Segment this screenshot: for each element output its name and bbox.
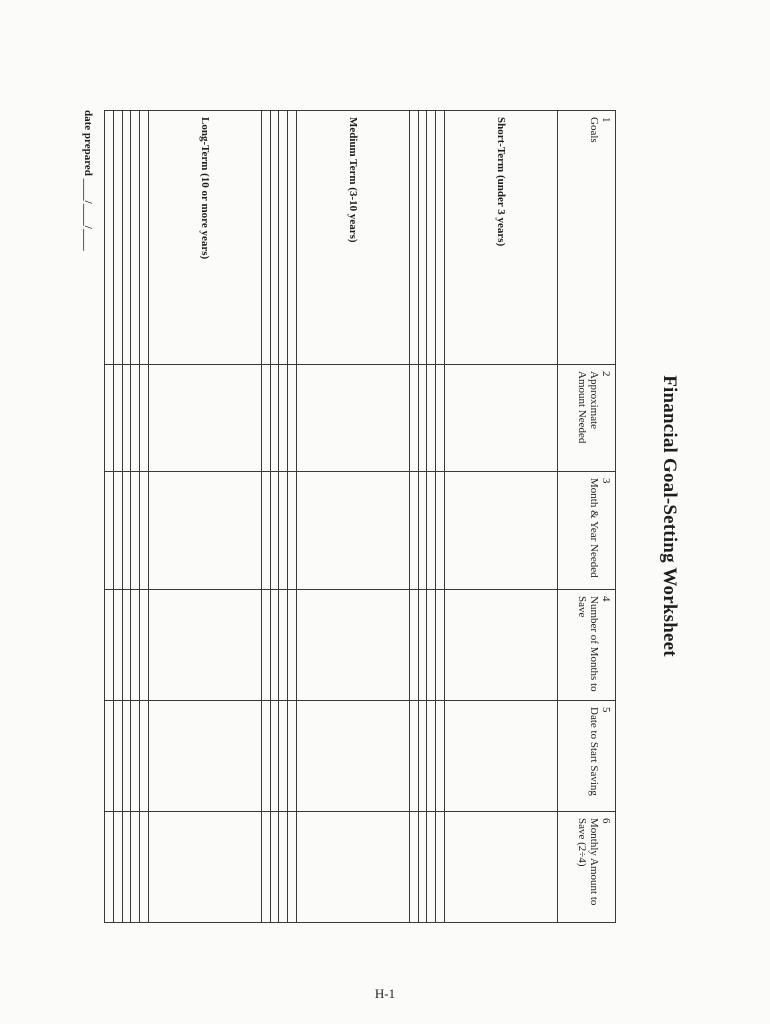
entry-cell[interactable]	[270, 701, 279, 812]
column-number: 5	[600, 707, 612, 713]
column-label: Approximate Amount Needed	[576, 371, 600, 444]
column-header	[558, 111, 616, 365]
entry-cell[interactable]	[444, 812, 557, 923]
entry-cell[interactable]	[148, 812, 261, 923]
entry-cell[interactable]	[436, 111, 445, 365]
table-row	[279, 111, 288, 923]
entry-cell[interactable]	[139, 111, 148, 365]
entry-cell[interactable]	[427, 472, 436, 590]
entry-cell[interactable]	[261, 701, 270, 812]
entry-cell[interactable]	[105, 472, 114, 590]
entry-cell[interactable]	[270, 812, 279, 923]
entry-cell[interactable]	[296, 590, 409, 701]
entry-cell[interactable]	[418, 365, 427, 472]
section-label: Long-Term (10 or more years)	[148, 111, 261, 365]
entry-cell[interactable]	[113, 472, 122, 590]
entry-cell[interactable]	[418, 590, 427, 701]
entry-cell[interactable]	[296, 812, 409, 923]
entry-cell[interactable]	[113, 365, 122, 472]
entry-cell[interactable]	[131, 590, 140, 701]
entry-cell[interactable]	[287, 472, 296, 590]
entry-cell[interactable]	[261, 111, 270, 365]
table-row	[122, 111, 131, 923]
entry-cell[interactable]	[139, 812, 148, 923]
table-row	[427, 111, 436, 923]
entry-cell[interactable]	[296, 701, 409, 812]
entry-cell[interactable]	[287, 812, 296, 923]
entry-cell[interactable]	[279, 472, 288, 590]
entry-cell[interactable]	[418, 701, 427, 812]
page-title: Financial Goal-Setting Worksheet	[659, 375, 680, 657]
section-row	[444, 111, 557, 923]
table-row	[261, 111, 270, 923]
entry-cell[interactable]	[113, 812, 122, 923]
table-row	[436, 111, 445, 923]
worksheet	[82, 110, 680, 922]
table-row	[418, 111, 427, 923]
table-row	[139, 111, 148, 923]
entry-cell[interactable]	[122, 472, 131, 590]
entry-cell[interactable]	[131, 701, 140, 812]
entry-cell[interactable]	[105, 365, 114, 472]
entry-cell[interactable]	[261, 590, 270, 701]
page-number: H-1	[374, 986, 396, 1001]
section-row	[296, 111, 409, 923]
column-header	[558, 701, 616, 812]
column-label: Month & Year Needed	[588, 478, 600, 578]
entry-cell[interactable]	[139, 365, 148, 472]
entry-cell[interactable]	[148, 365, 261, 472]
entry-cell[interactable]	[139, 590, 148, 701]
entry-cell[interactable]	[287, 701, 296, 812]
header-row	[558, 111, 616, 923]
entry-cell[interactable]	[270, 590, 279, 701]
entry-cell[interactable]	[427, 812, 436, 923]
column-header	[558, 472, 616, 590]
entry-cell[interactable]	[279, 812, 288, 923]
entry-cell[interactable]	[427, 365, 436, 472]
entry-cell[interactable]	[296, 365, 409, 472]
entry-cell[interactable]	[427, 111, 436, 365]
entry-cell[interactable]	[105, 590, 114, 701]
column-label: Number of Months to Save	[576, 596, 600, 692]
entry-cell[interactable]	[409, 812, 418, 923]
entry-cell[interactable]	[279, 365, 288, 472]
table-row	[105, 111, 114, 923]
table-row	[131, 111, 140, 923]
entry-cell[interactable]	[427, 701, 436, 812]
entry-cell[interactable]	[296, 472, 409, 590]
entry-cell[interactable]	[270, 111, 279, 365]
table-row	[287, 111, 296, 923]
column-number: 6	[600, 818, 612, 824]
entry-cell[interactable]	[436, 472, 445, 590]
entry-cell[interactable]	[418, 812, 427, 923]
entry-cell[interactable]	[287, 111, 296, 365]
table-row	[409, 111, 418, 923]
table-row	[270, 111, 279, 923]
entry-cell[interactable]	[279, 590, 288, 701]
entry-cell[interactable]	[131, 812, 140, 923]
entry-cell[interactable]	[139, 701, 148, 812]
column-number: 3	[600, 478, 612, 484]
section-label: Medium Term (3-10 years)	[296, 111, 409, 365]
entry-cell[interactable]	[122, 812, 131, 923]
entry-cell[interactable]	[287, 590, 296, 701]
entry-cell[interactable]	[436, 812, 445, 923]
entry-cell[interactable]	[436, 701, 445, 812]
entry-cell[interactable]	[113, 111, 122, 365]
entry-cell[interactable]	[444, 701, 557, 812]
entry-cell[interactable]	[122, 590, 131, 701]
entry-cell[interactable]	[444, 472, 557, 590]
entry-cell[interactable]	[122, 365, 131, 472]
column-number: 1	[600, 117, 612, 123]
date-prepared-field[interactable]: date prepared ____/____/____	[82, 110, 94, 251]
entry-cell[interactable]	[444, 365, 557, 472]
column-header	[558, 812, 616, 923]
entry-cell[interactable]	[270, 472, 279, 590]
entry-cell[interactable]	[122, 111, 131, 365]
entry-cell[interactable]	[409, 590, 418, 701]
goal-table	[104, 110, 616, 923]
entry-cell[interactable]	[261, 365, 270, 472]
entry-cell[interactable]	[139, 472, 148, 590]
entry-cell[interactable]	[270, 365, 279, 472]
entry-cell[interactable]	[279, 111, 288, 365]
entry-cell[interactable]	[148, 590, 261, 701]
entry-cell[interactable]	[122, 701, 131, 812]
entry-cell[interactable]	[261, 812, 270, 923]
entry-cell[interactable]	[409, 472, 418, 590]
entry-cell[interactable]	[105, 111, 114, 365]
entry-cell[interactable]	[113, 701, 122, 812]
entry-cell[interactable]	[148, 701, 261, 812]
entry-cell[interactable]	[287, 365, 296, 472]
column-header	[558, 365, 616, 472]
entry-cell[interactable]	[409, 701, 418, 812]
entry-cell[interactable]	[444, 590, 557, 701]
section-label: Short-Term (under 3 years)	[444, 111, 557, 365]
entry-cell[interactable]	[131, 111, 140, 365]
entry-cell[interactable]	[427, 590, 436, 701]
column-label: Date to Start Saving	[588, 707, 600, 796]
entry-cell[interactable]	[436, 590, 445, 701]
entry-cell[interactable]	[148, 472, 261, 590]
table-row	[113, 111, 122, 923]
column-label: Goals	[588, 117, 600, 143]
entry-cell[interactable]	[418, 472, 427, 590]
entry-cell[interactable]	[113, 590, 122, 701]
entry-cell[interactable]	[261, 472, 270, 590]
entry-cell[interactable]	[409, 111, 418, 365]
column-number: 4	[600, 596, 612, 602]
column-header	[558, 590, 616, 701]
section-row	[148, 111, 261, 923]
entry-cell[interactable]	[105, 701, 114, 812]
entry-cell[interactable]	[418, 111, 427, 365]
entry-cell[interactable]	[436, 365, 445, 472]
entry-cell[interactable]	[409, 365, 418, 472]
entry-cell[interactable]	[131, 365, 140, 472]
entry-cell[interactable]	[105, 812, 114, 923]
column-label: Monthly Amount to Save (2÷4)	[576, 818, 600, 906]
entry-cell[interactable]	[279, 701, 288, 812]
column-number: 2	[600, 371, 612, 377]
entry-cell[interactable]	[131, 472, 140, 590]
